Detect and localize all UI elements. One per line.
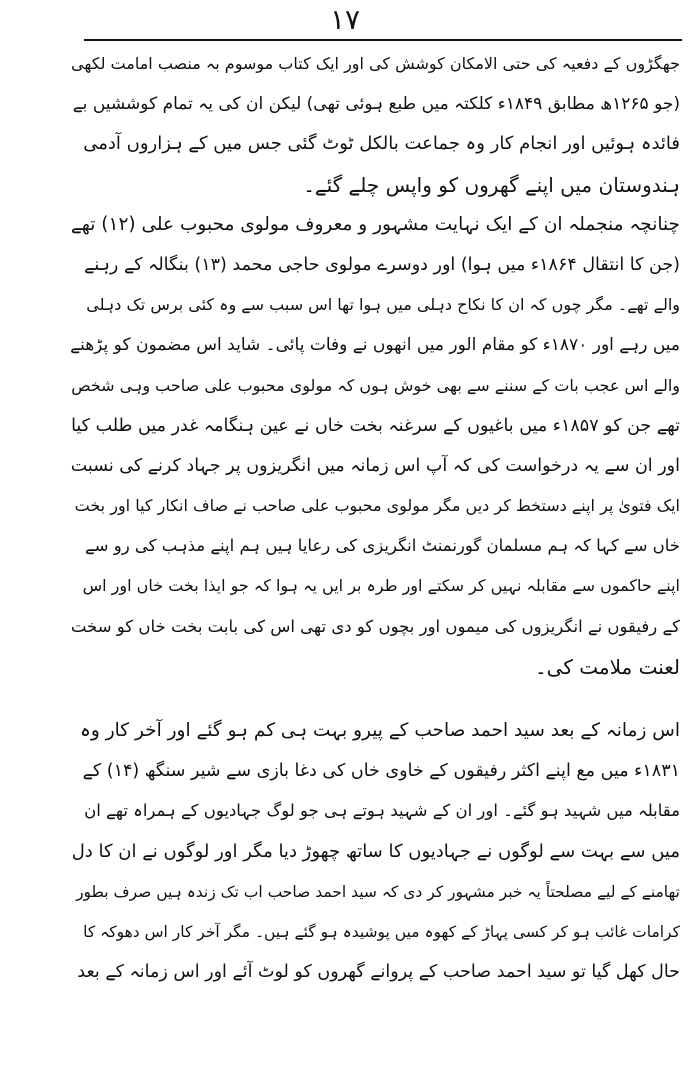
text-line: ۱۸۳۱ء میں مع اپنے اکثر رفیقوں کے خاوی خاں کی دغا بازی سے شیر سنگھ (۱۴) کے [82,761,680,782]
text-line: اور ان سے یہ درخواست کی کہ آپ اس زمانہ میں انگریزوں پر جہاد کرنے کی نسبت [70,455,680,476]
text-line: لعنت ملامت کی۔ [534,654,680,679]
text-line: والے اس عجب بات کے سننے سے بھی خوش ہوں کہ مولوی محبوب علی صاحب وہی شخص [71,375,680,395]
text-line: والے تھے۔ مگر چوں کہ ان کا نکاح دہلی میں ہوا تھا اس سبب سے وہ کئی برس تک دہلی [86,295,680,315]
text-line: تھامنے کے لیے مصلحتاً یہ خبر مشہور کر دی کہ سید احمد صاحب اب تک زندہ ہیں صرف بطور [76,882,680,901]
text-line: کے رفیقوں نے انگریزوں کی میموں اور بچوں کو دی تھی اس کی بابت بخت خاں کو سخت [70,616,680,636]
header-rule [84,39,682,41]
text-line: میں رہے اور ۱۸۷۰ء کو مقام الور میں انھوں نے وفات پائی۔ شاید اس مضمون کو پڑھنے [70,335,680,356]
text-line: حال کھل گیا تو سید احمد صاحب کے پروانے گھروں کو لوٹ آئے اور اس زمانہ کے بعد [77,962,680,983]
text-line: اپنے حاکموں سے مقابلہ نہیں کر سکتے اور طرہ بر ایں یہ ہوا کہ جو ایذا بخت خاں اور اس [82,576,680,596]
text-line: میں سے بہت سے لوگوں نے جہادیوں کا ساتھ چھوڑ دیا مگر اور لوگوں نے ان کا دل [71,840,680,862]
text-line: اس زمانہ کے بعد سید احمد صاحب کے پیرو بہت ہی کم ہو گئے اور آخر کار وہ [80,720,680,741]
text-line: فائدہ ہوئیں اور انجام کار وہ جماعت بالکل ٹوٹ گئی جس میں کے ہزاروں آدمی [83,133,680,155]
paragraph-1 [70,44,680,205]
body-text [70,44,680,992]
text-line: (جن کا انتقال ۱۸۶۴ء میں ہوا) اور دوسرے مولوی حاجی محمد (۱۳) بنگالہ کے رہنے [84,254,680,275]
text-line: مقابلہ میں شہید ہو گئے۔ اور ان کے شہید ہوتے ہی جو لوگ جہادیوں کے ہمراہ تھے ان [84,801,680,821]
text-line: جھگڑوں کے دفعیہ کی حتی الامکان کوشش کی اور ایک کتاب موسوم بہ منصب امامت لکھی [71,54,680,73]
text-line: تھے جن کو ۱۸۵۷ء میں باغیوں کے سرغنہ بخت خاں نے عین ہنگامہ غدر میں طلب کیا [71,415,680,436]
text-line: چنانچہ منجملہ ان کے ایک نہایت مشہور و معروف مولوی محبوب علی (۱۲) تھے [70,213,680,235]
text-line: (جو ۱۲۶۵ھ مطابق ۱۸۴۹ء کلکتہ میں طبع ہوئی تھی) لیکن ان کی یہ تمام کوششیں بے [72,94,680,115]
page-number: ۱۷ [329,3,361,36]
text-line: کرامات غائب ہو کر کسی پہاڑ کے کھوہ میں پوشیدہ ہو گئے ہیں۔ مگر آخر کار اس دھوکہ کا [83,922,680,941]
text-line: ایک فتویٰ پر اپنے دستخط کر دیں مگر مولوی محبوب علی صاحب نے صاف انکار کیا اور بخت [74,496,680,516]
paragraph-spacer [70,687,680,711]
paragraph-2 [70,205,680,687]
text-line: ہندوستان میں اپنے گھروں کو واپس چلے گئے۔ [303,172,680,197]
paragraph-3 [70,711,680,992]
text-line: خاں سے کہا کہ ہم مسلمان گورنمنٹ انگریزی کی رعایا ہیں ہم اپنے مذہب کی رو سے [85,536,680,556]
